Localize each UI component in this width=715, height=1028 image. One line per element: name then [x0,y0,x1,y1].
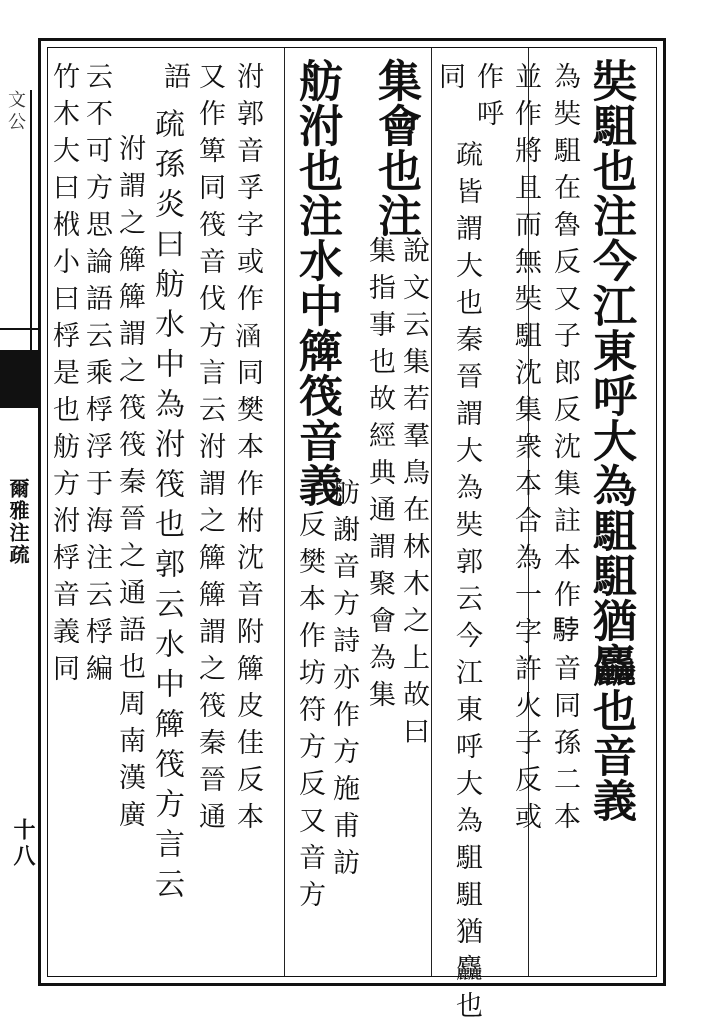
text-column-note: 作呼 [472,62,503,136]
margin-cut-text [2,90,32,350]
text-column-main: 奘駔也注今江東呼大為駔駔猶麤也音義 [585,58,636,823]
text-column-note: 為奘駔在魯反又子郎反沈集註本作𩣡音同孫二本 [549,62,580,839]
text-column-note: 語 [159,62,190,99]
page-number: 十八 [10,818,36,870]
text-block [47,47,657,1028]
text-column-note: 集指事也故經典通謂聚會為集 [364,236,395,717]
text-column-note: 同 [434,62,465,99]
text-column-main: 集會也注 [370,58,421,238]
text-column-note: 舫謝音方詩亦作方施甫訪 [328,478,359,885]
column-rule [431,48,432,976]
text-column-note: 反樊本作坊符方反又音方 [294,510,325,917]
text-column-commentary: 泭謂之簰簰謂之筏筏秦晉之通語也周南漢廣 [114,134,145,837]
text-column-main: 舫泭也注水中簰筏音義 [291,58,342,508]
text-column-commentary: 疏孫炎曰舫水中為泭筏也郭云水中簰筏方言云 [149,108,184,908]
fish-tail-mark [0,350,38,408]
margin-rule [0,328,38,330]
text-column-commentary: 云不可方思論語云乘桴浮于海注云桴編 [81,62,112,691]
text-column-note: 泭郭音孚字或作𣹢同樊本作柎沈音附簰皮佳反本 [232,62,263,839]
column-rule [284,48,285,976]
text-column-note: 並作將且而無奘駔沈集衆本合為一字許火子反或 [510,62,541,839]
margin-cut-label: 文公 [5,90,26,134]
text-column-commentary: 疏皆謂大也秦晉謂大為奘郭云今江東呼大為駔駔猶麤也 [451,140,482,1028]
text-column-note: 說文云集若羣鳥在林木之上故曰 [398,236,429,754]
page-margin [0,38,38,986]
text-column-commentary: 竹木大曰栰小曰桴是也舫方泭桴音義同 [48,62,79,691]
book-title: 爾雅注疏 [6,478,30,566]
text-column-note: 又作箄同筏音伐方言云泭謂之簰簰謂之筏秦晉通 [194,62,225,839]
text-frame [38,38,666,1028]
